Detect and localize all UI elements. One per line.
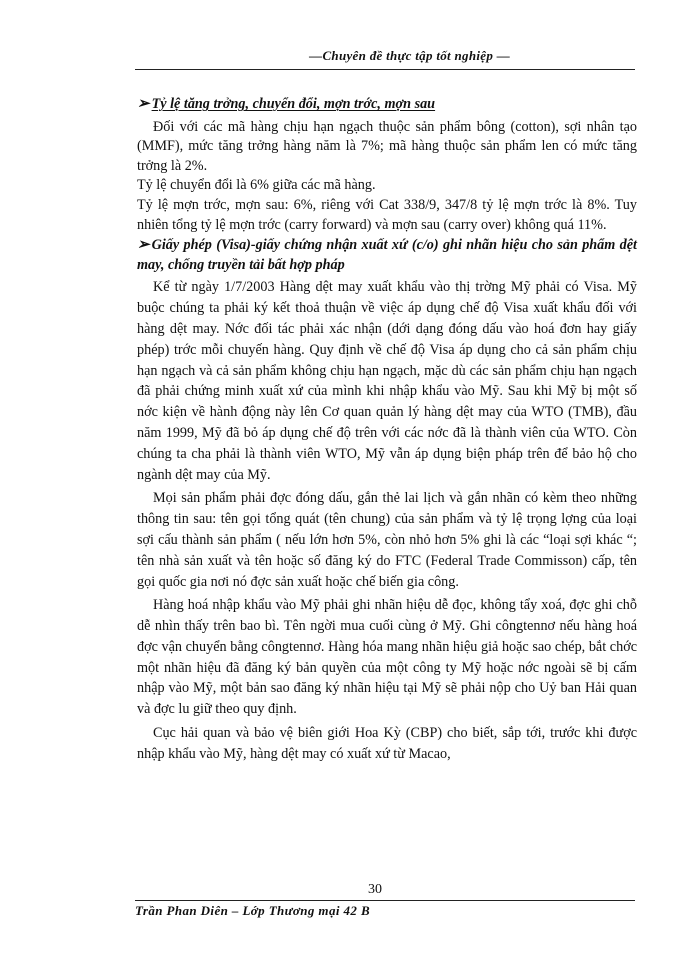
page-header-title: —Chuyên đề thực tập tốt nghiệp — — [309, 48, 510, 63]
section-heading-growth-rates — [137, 95, 637, 115]
paragraph: Hàng hoá nhập khẩu vào Mỹ phải ghi nhãn hiệu dễ đọc, không tẩy xoá, đợc ghi chỗ dễ nhìn thấy trên bao bì. Tên ngời mua cuối cùng ở Mỹ. Ghi côngtennơ nếu hàng hoá đợc vận chuyển bằng côngtennơ. Hàng hóa mang nhãn hiệu giả hoặc sao chép, bắt chớc một nhãn hiệu đã đăng ký bản quyền của một công ty Mỹ hoặc nớc ngoài sẽ bị cấm nhập vào Mỹ, một bản sao đăng ký nhãn hiệu tại Mỹ sẽ phải nộp cho Uỷ ban Hải quan và đợc lu giữ theo quy định. — [137, 597, 637, 718]
footer-divider — [135, 900, 635, 901]
footer-author: Trần Phan Diên – Lớp Thương mại 42 B — [135, 903, 371, 918]
header-divider — [135, 69, 635, 70]
paragraph: Kể từ ngày 1/7/2003 Hàng dệt may xuất khẩu vào thị trờng Mỹ phải có Visa. Mỹ buộc chúng ta phải ký kết thoả thuận về việc áp dụng chế độ Visa xuất khẩu đối với hàng dệt may. Nớc đối tác phải xác nhận (dới dạng đóng dấu vào hoá đơn hay giấy phép) trớc mỗi chuyến hàng. Quy định về chế độ Visa áp dụng cho cả sản phẩm chịu hạn ngạch và cả sản phẩm không chịu hạn ngạch, mặc dù các sản phẩm chịu hạn ngạch đã phải chứng minh xuất xứ của mình khi nhập khẩu vào Mỹ. Sau khi Mỹ bị một số nớc kiện về hành động này lên Cơ quan quản lý hàng dệt may của WTO (TMB), đầu năm 1999, Mỹ đã bỏ áp dụng chế độ trên với các nớc đã là thành viên của WTO. Còn chúng ta cha phải là thành viên WTO, Mỹ vẫn áp dụng biện pháp trên để bảo hộ cho ngành dệt may của Mỹ. — [137, 279, 637, 483]
arrow-bullet-icon: ➢ — [137, 96, 150, 112]
section-heading-text: Tỷ lệ tăng trởng, chuyển đổi, mợn trớc, mợn sau — [151, 96, 436, 112]
paragraph: Đối với các mã hàng chịu hạn ngạch thuộc sản phẩm bông (cotton), sợi nhân tạo (MMF), mức tăng trởng hàng năm là 7%; mã hàng thuộc sản phẩm len có mức tăng trởng là 2%. — [137, 118, 637, 174]
section-heading-text: Giấy phép (Visa)-giấy chứng nhận xuất xứ (c/o) ghi nhãn hiệu cho sản phẩm dệt may, chống truyền tải bất hợp pháp — [137, 237, 637, 273]
paragraph: Tỷ lệ chuyển đổi là 6% giữa các mã hàng. — [137, 177, 376, 194]
paragraph: Mọi sản phẩm phải đợc đóng dấu, gắn thẻ lai lịch và gắn nhãn có kèm theo những thông tin sau: tên gọi tổng quát (tên chung) của sản phẩm và tỷ lệ trọng lợng của loại sợi cấu thành sản phẩm ( nếu lớn hơn 5%, còn nhỏ hơn 5% ghi là các “loại sợi khác “; tên nhà sản xuất và tên hoặc số đăng ký do FTC (Federal Trade Commisson) cấp, tên gọi quốc gia nơi nó đợc sản xuất hoặc chế biến gia công. — [137, 490, 637, 590]
paragraph: Tỷ lệ mợn trớc, mợn sau: 6%, riêng với Cat 338/9, 347/8 tỷ lệ mợn trớc là 8%. Tuy nhiên tổng tỷ lệ mợn trớc (carry forward) và mợn sau (carry over) không quá 11%. — [137, 196, 637, 233]
arrow-bullet-icon: ➢ — [137, 237, 150, 254]
page-number: 30 — [368, 882, 382, 897]
document-body — [137, 95, 637, 765]
paragraph: Cục hải quan và bảo vệ biên giới Hoa Kỳ (CBP) cho biết, sắp tới, trước khi được nhập khẩu vào Mỹ, hàng dệt may có xuất xứ từ Macao, — [137, 725, 637, 762]
section-heading-visa-origin — [137, 236, 637, 275]
